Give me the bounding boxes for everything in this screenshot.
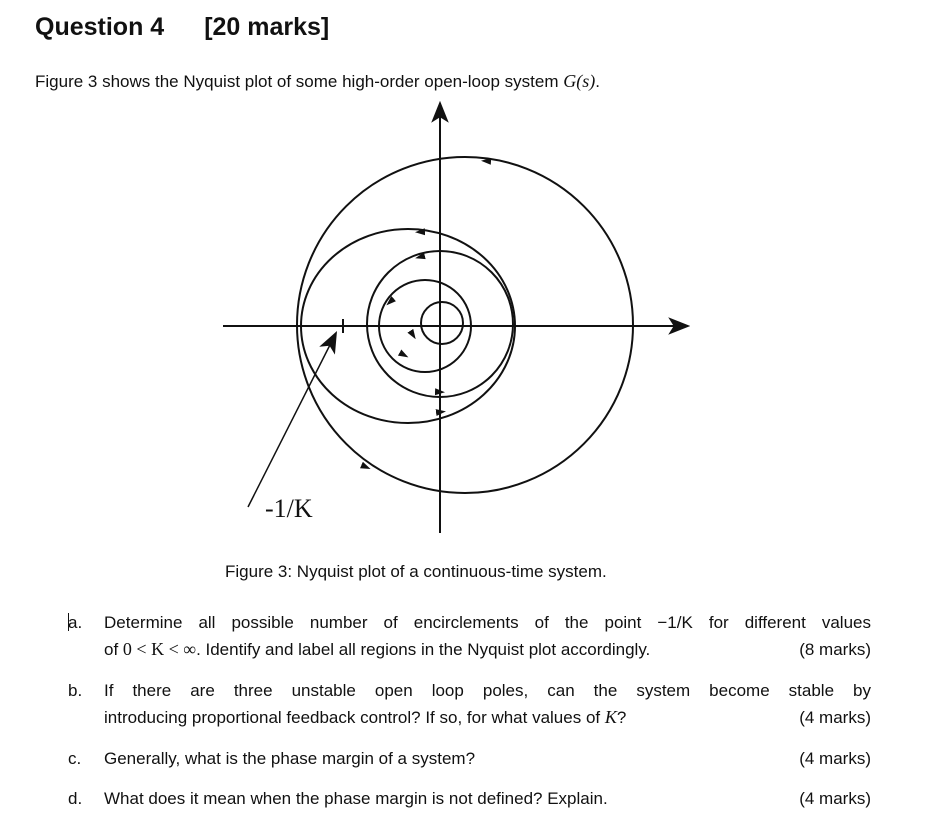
minus-one-over-k-label: -1/K xyxy=(265,494,313,523)
intro-end: . xyxy=(595,72,600,91)
part-b-marks: (4 marks) xyxy=(799,708,871,727)
question-title: Question 4 xyxy=(35,13,165,41)
part-b xyxy=(68,677,871,731)
part-a xyxy=(68,609,871,663)
figure-caption: Figure 3: Nyquist plot of a continuous-time system. xyxy=(225,562,607,581)
part-d xyxy=(68,785,871,812)
part-d-marks: (4 marks) xyxy=(799,789,871,808)
part-a-line2: of 0 < K < ∞. Identify and label all regions in the Nyquist plot accordingly. (8 marks) xyxy=(104,636,871,663)
part-c xyxy=(68,745,871,772)
part-d-text: What does it mean when the phase margin is not defined? Explain. xyxy=(104,789,608,808)
direction-arrow xyxy=(404,321,413,335)
direction-arrow xyxy=(423,391,440,392)
part-b-line2: introducing proportional feedback control? If so, for what values of K? (4 marks) xyxy=(104,704,871,731)
direction-arrow xyxy=(424,412,441,414)
part-a-inequality: 0 < K < ∞ xyxy=(122,639,197,659)
part-a-label: a. xyxy=(68,613,83,632)
question-marks: [20 marks] xyxy=(204,13,330,41)
part-a-line1: Determine all possible number of encirclements of the point −1/K for different values xyxy=(104,613,871,632)
part-d-label: d. xyxy=(68,789,83,808)
direction-arrow xyxy=(393,349,404,355)
direction-arrow xyxy=(390,290,403,302)
intro-text: Figure 3 shows the Nyquist plot of some high-order open-loop system xyxy=(35,72,559,91)
part-b-line1: If there are three unstable open loop poles, can the system become stable by xyxy=(104,681,871,700)
transfer-function-symbol: G(s) xyxy=(563,71,596,91)
part-b-symbol-k: K xyxy=(604,707,617,727)
minus-one-over-k-pointer xyxy=(248,333,336,507)
direction-arrow xyxy=(350,460,366,467)
part-c-label: c. xyxy=(68,749,82,768)
part-c-text: Generally, what is the phase margin of a system? xyxy=(104,749,476,768)
nyquist-contour-core xyxy=(421,302,463,344)
part-b-label: b. xyxy=(68,681,83,700)
part-a-marks: (8 marks) xyxy=(799,640,871,659)
part-c-marks: (4 marks) xyxy=(799,749,871,768)
